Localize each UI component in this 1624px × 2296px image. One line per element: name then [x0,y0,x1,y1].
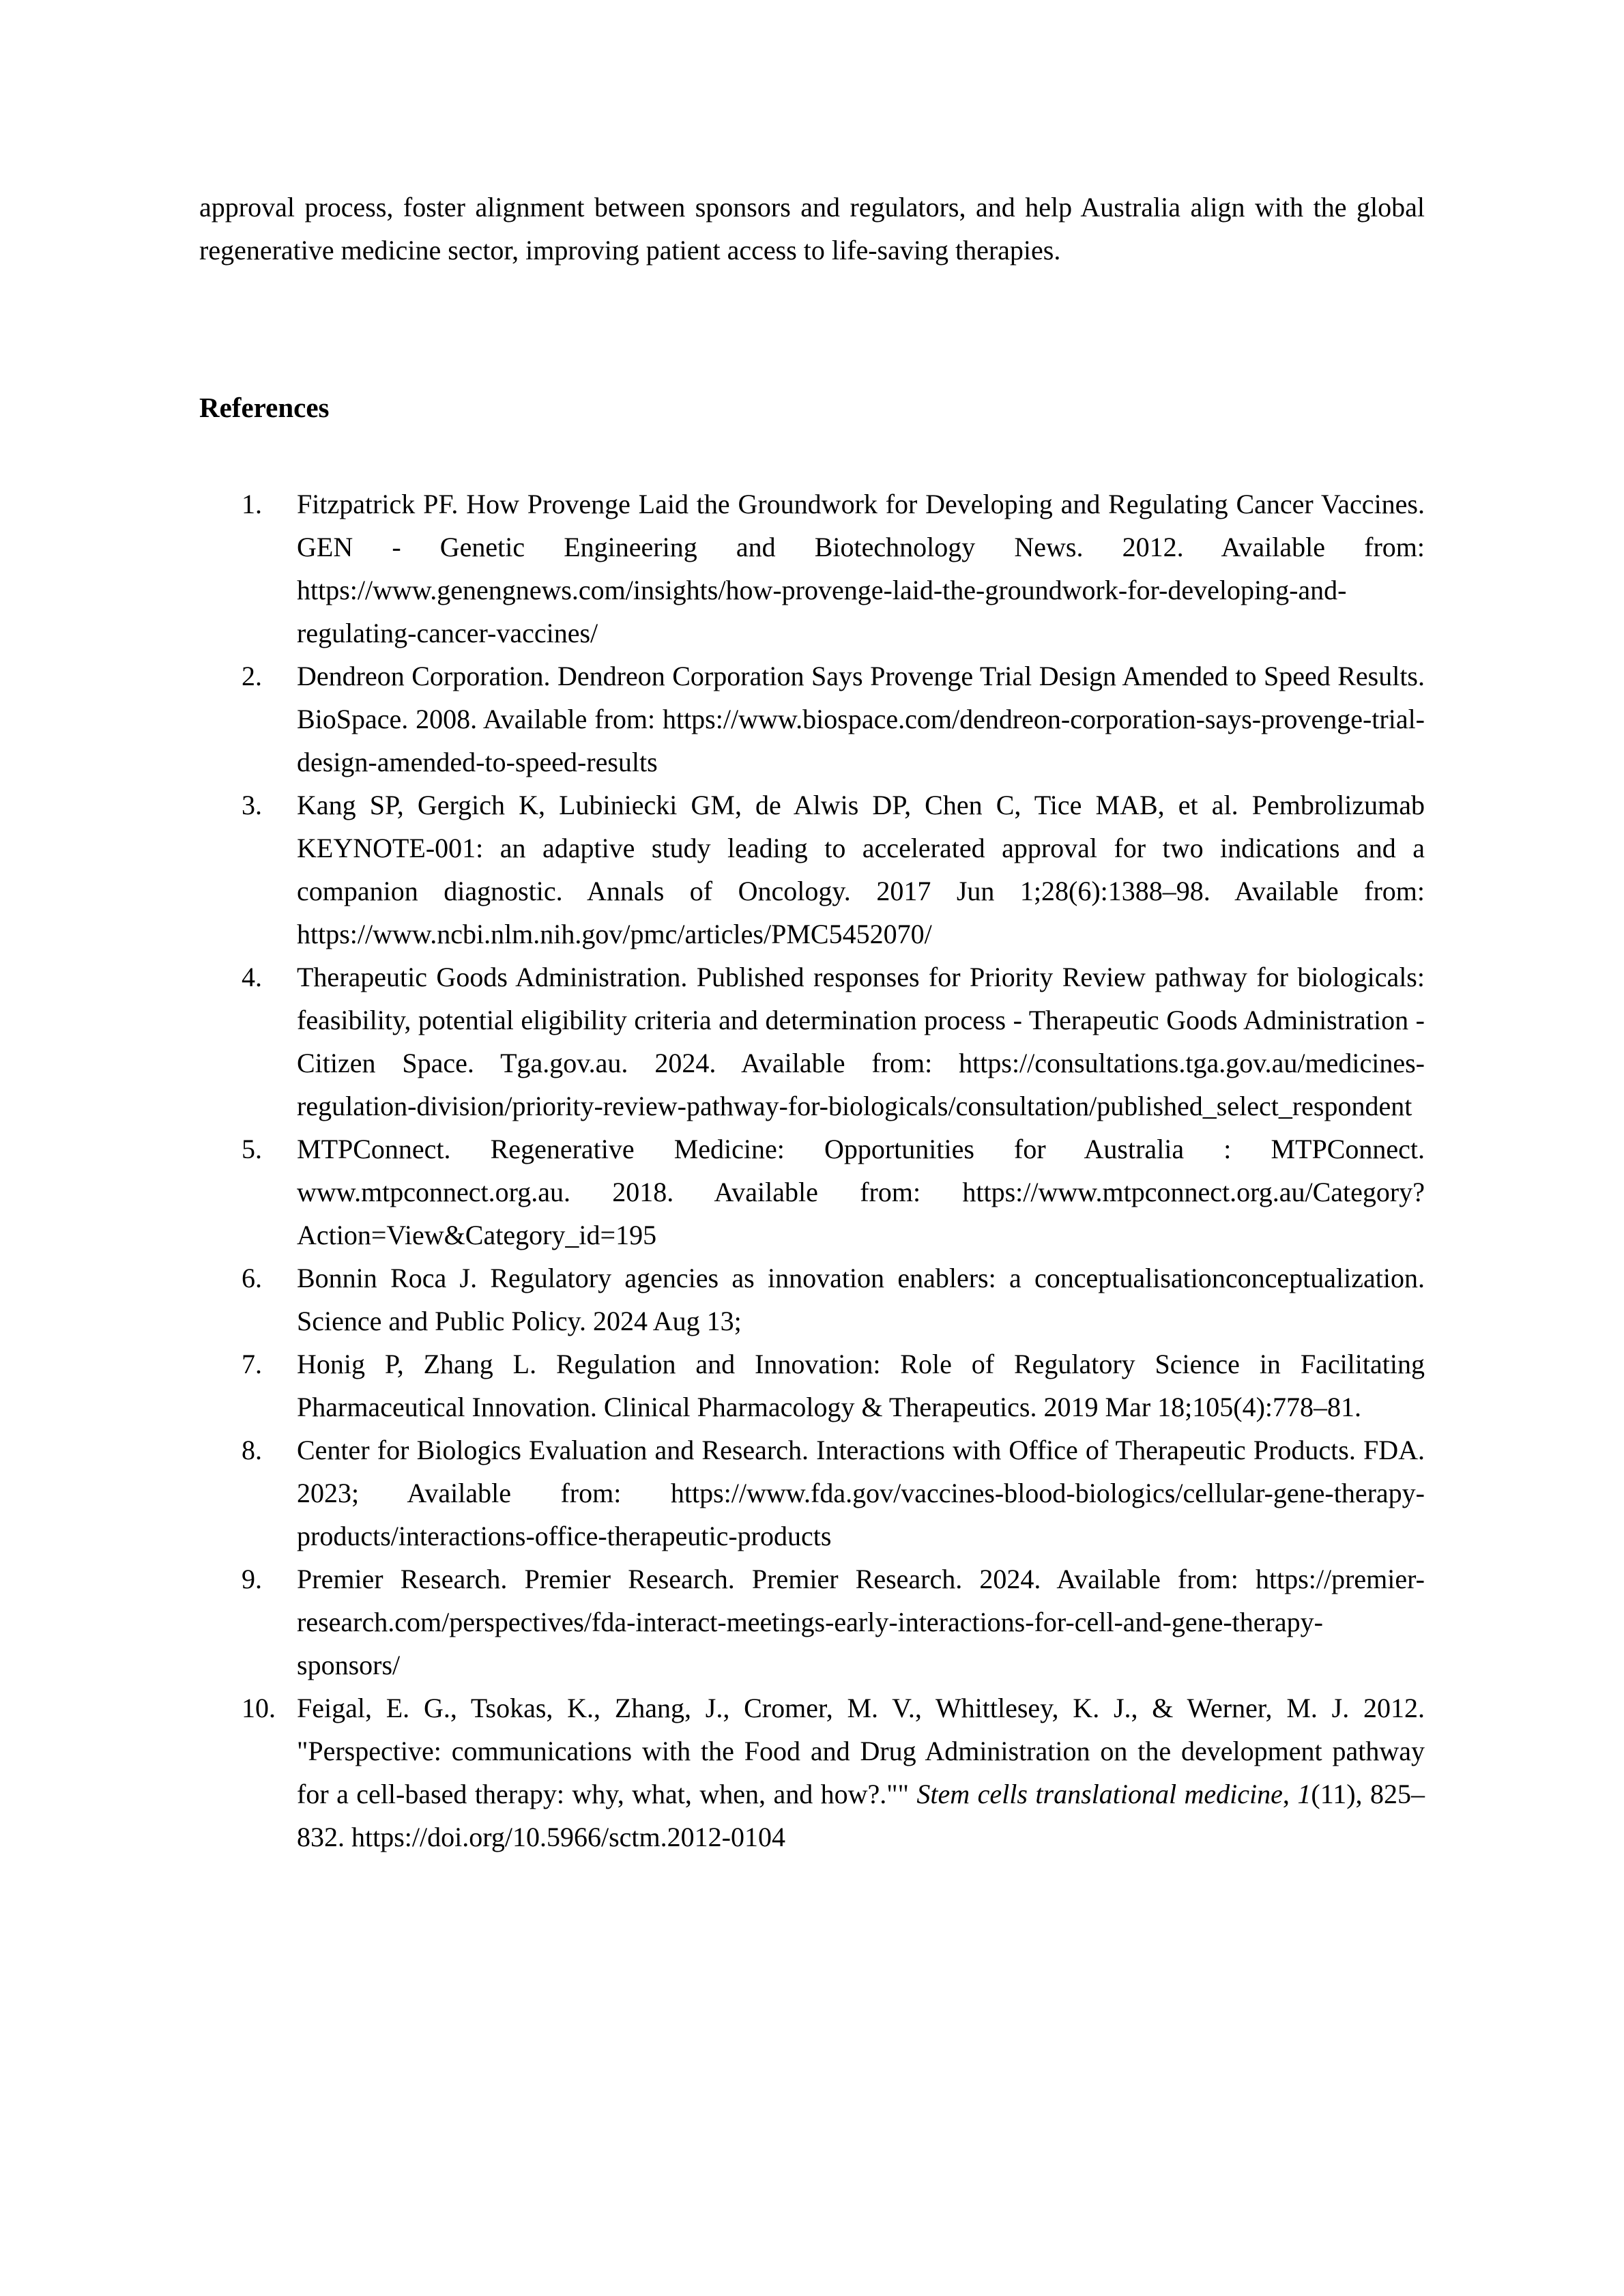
references-heading: References [199,392,330,423]
reference-number: 1. [242,489,262,519]
reference-item-8 [199,1429,1425,1558]
reference-number: 6. [242,1263,262,1293]
reference-text: Honig P, Zhang L. Regulation and Innovation: Role of Regulatory Science in Facilitating Pharmaceutical Innovation. Clinical Pharmacology & Therapeutics. 2019 Mar 18;105(4):778–81. [297,1349,1425,1422]
reference-number: 7. [242,1349,262,1379]
reference-number: 5. [242,1134,262,1164]
reference-item-1 [199,483,1425,655]
reference-number: 2. [242,661,262,691]
reference-text: Kang SP, Gergich K, Lubiniecki GM, de Alwis DP, Chen C, Tice MAB, et al. Pembrolizumab KEYNOTE-001: an adaptive study leading to accelerated approval for two indications and a companion diagnostic. Annals of Oncology. 2017 Jun 1;28(6):1388–98. Available from: https://www.ncbi.nlm.nih.gov/pmc/articles/PMC5452070/ [297,790,1425,949]
reference-item-7 [199,1343,1425,1429]
reference-text: Therapeutic Goods Administration. Published responses for Priority Review pathway for biologicals: feasibility, potential eligibility criteria and determination process - Therapeutic Goods Administration - Citizen Space. Tga.gov.au. 2024. Available from: https://consultations.tga.gov.au/medicines-regulation-division/priority-review-pathway-for-biologicals/consultation/published_select_respondent [297,962,1425,1121]
reference-item-3 [199,784,1425,956]
reference-text-segment: (11), 825–832. https://doi.org/10.5966/sctm.2012-0104 [297,1779,1425,1852]
journal-title-italic: Stem cells translational medicine [916,1779,1283,1809]
reference-text: Bonnin Roca J. Regulatory agencies as innovation enablers: a conceptualisationconceptualization. Science and Public Policy. 2024 Aug 13; [297,1263,1425,1336]
reference-text: Premier Research. Premier Research. Premier Research. 2024. Available from: https://premier-research.com/perspectives/fda-interact-meetings-early-interactions-for-cell-and-gene-therapy-sponsors/ [297,1564,1425,1680]
reference-number: 8. [242,1435,262,1465]
intro-paragraph: approval process, foster alignment between sponsors and regulators, and help Australia align with the global regenerative medicine sector, improving patient access to life-saving therapies. [199,192,1425,266]
reference-text: MTPConnect. Regenerative Medicine: Opportunities for Australia : MTPConnect. www.mtpconnect.org.au. 2018. Available from: https://www.mtpconnect.org.au/Category?Action=View&Category_id=195 [297,1134,1425,1250]
reference-item-5 [199,1128,1425,1257]
reference-number: 4. [242,962,262,992]
reference-text [297,1687,1425,1859]
reference-text: Fitzpatrick PF. How Provenge Laid the Groundwork for Developing and Regulating Cancer Vaccines. GEN - Genetic Engineering and Biotechnology News. 2012. Available from: https://www.genengnews.com/insights/how-provenge-laid-the-groundwork-for-developing-and-regulating-cancer-vaccines/ [297,489,1425,648]
reference-item-6 [199,1257,1425,1343]
reference-item-9 [199,1558,1425,1687]
reference-text: Dendreon Corporation. Dendreon Corporation Says Provenge Trial Design Amended to Speed Results. BioSpace. 2008. Available from: https://www.biospace.com/dendreon-corporation-says-provenge-trial-design-amended-to-speed-results [297,661,1425,777]
reference-number: 3. [242,790,262,820]
reference-item-10 [199,1687,1425,1859]
reference-item-2 [199,655,1425,784]
volume-number-italic: 1 [1297,1779,1311,1809]
reference-text: Center for Biologics Evaluation and Research. Interactions with Office of Therapeutic Products. FDA. 2023; Available from: https://www.fda.gov/vaccines-blood-biologics/cellular-gene-therapy-products/interactions-office-therapeutic-products [297,1435,1425,1551]
references-list [199,483,1425,1859]
reference-number: 9. [242,1564,262,1594]
reference-number: 10. [242,1693,276,1723]
reference-text-segment: , [1282,1779,1298,1809]
reference-item-4 [199,956,1425,1128]
reference-text-segment: Feigal, E. G., Tsokas, K., Zhang, J., Cromer, M. V., Whittlesey, K. J., & Werner, M. J. 2012. "Perspective: communications with the Food and Drug Administration on the development pathway for a cell-based therapy: why, what, when, and how?."" [297,1693,1425,1809]
